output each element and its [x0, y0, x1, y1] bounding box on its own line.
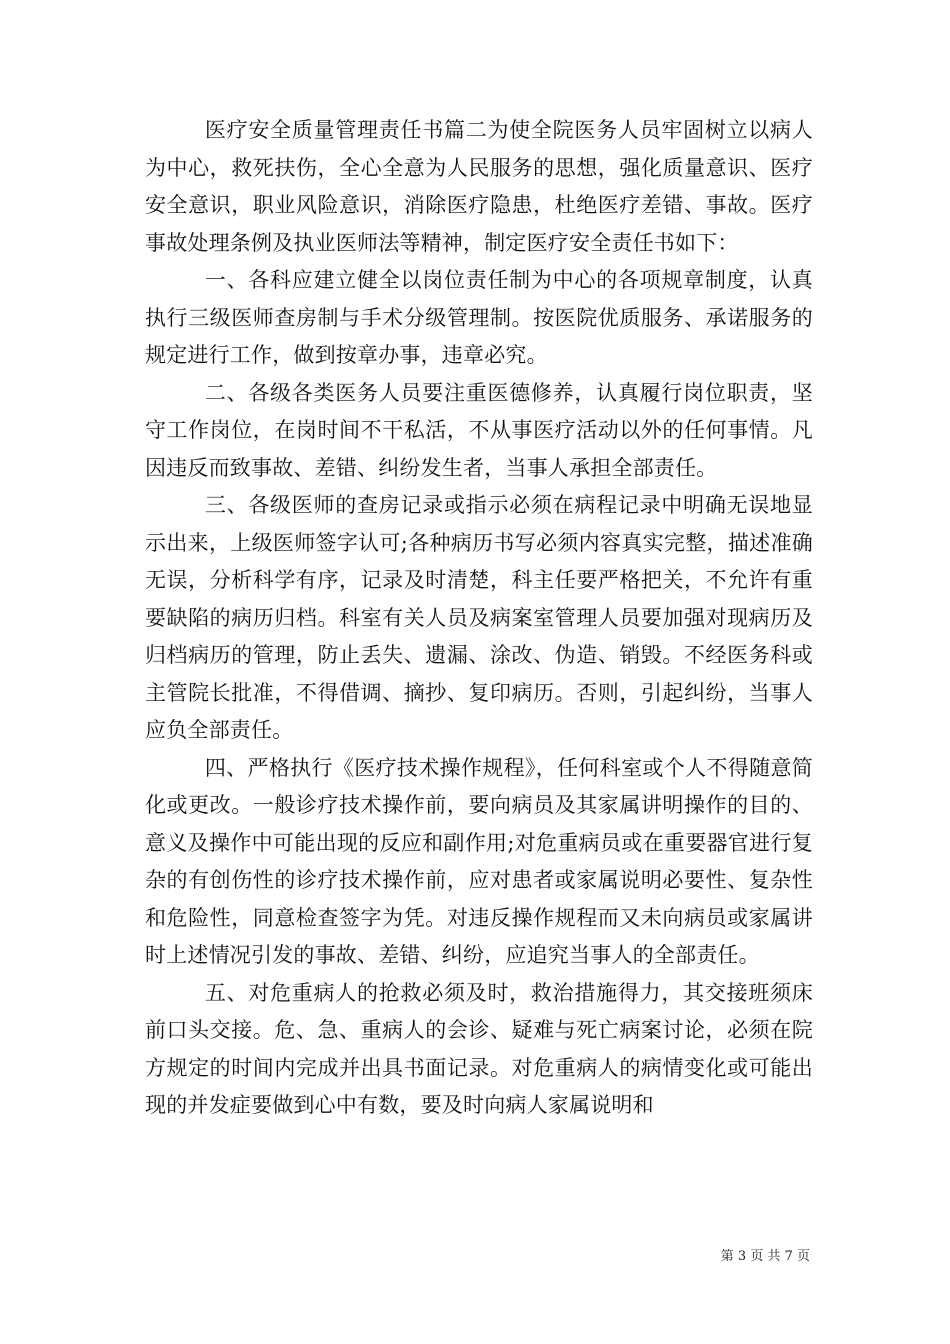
paragraph-item-4: 四、严格执行《医疗技术操作规程》，任何科室或个人不得随意简化或更改。一般诊疗技术操作前，要向病员及其家属讲明操作的目的、意义及操作中可能出现的反应和副作用;对危重病员或在重要器官进行复杂的有创伤性的诊疗技术操作前，应对患者或家属说明必要性、复杂性和危险性，同意检查签字为凭。对违反操作规程而又未向病员或家属讲时上述情况引发的事故、差错、纠纷，应追究当事人的全部责任。: [145, 755, 813, 967]
paragraph-item-5: 五、对危重病人的抢救必须及时，救治措施得力，其交接班须床前口头交接。危、急、重病人的会诊、疑难与死亡病案讨论，必须在院方规定的时间内完成并出具书面记录。对危重病人的病情变化或可能出现的并发症要做到心中有数，要及时向病人家属说明和: [145, 980, 813, 1117]
paragraph-intro: 医疗安全质量管理责任书篇二为使全院医务人员牢固树立以病人为中心，救死扶伤，全心全意为人民服务的思想，强化质量意识、医疗安全意识，职业风险意识，消除医疗隐患，杜绝医疗差错、事故。医疗事故处理条例及执业医师法等精神，制定医疗安全责任书如下：: [145, 118, 813, 255]
document-body: [145, 112, 813, 1125]
paragraph-item-3: 三、各级医师的查房记录或指示必须在病程记录中明确无误地显示出来，上级医师签字认可;各种病历书写必须内容真实完整，描述准确无误，分析科学有序，记录及时清楚，科主任要严格把关，不允许有重要缺陷的病历归档。科室有关人员及病案室管理人员要加强对现病历及归档病历的管理，防止丢失、遗漏、涂改、伪造、销毁。不经医务科或主管院长批准，不得借调、摘抄、复印病历。否则，引起纠纷，当事人应负全部责任。: [145, 493, 813, 742]
paragraph-item-2: 二、各级各类医务人员要注重医德修养，认真履行岗位职责，坚守工作岗位，在岗时间不干私活，不从事医疗活动以外的任何事情。凡因违反而致事故、差错、纠纷发生者，当事人承担全部责任。: [145, 380, 813, 480]
paragraph-item-1: 一、各科应建立健全以岗位责任制为中心的各项规章制度，认真执行三级医师查房制与手术分级管理制。按医院优质服务、承诺服务的规定进行工作，做到按章办事，违章必究。: [145, 268, 813, 367]
page-number: 第 3 页 共 7 页: [720, 1249, 810, 1264]
